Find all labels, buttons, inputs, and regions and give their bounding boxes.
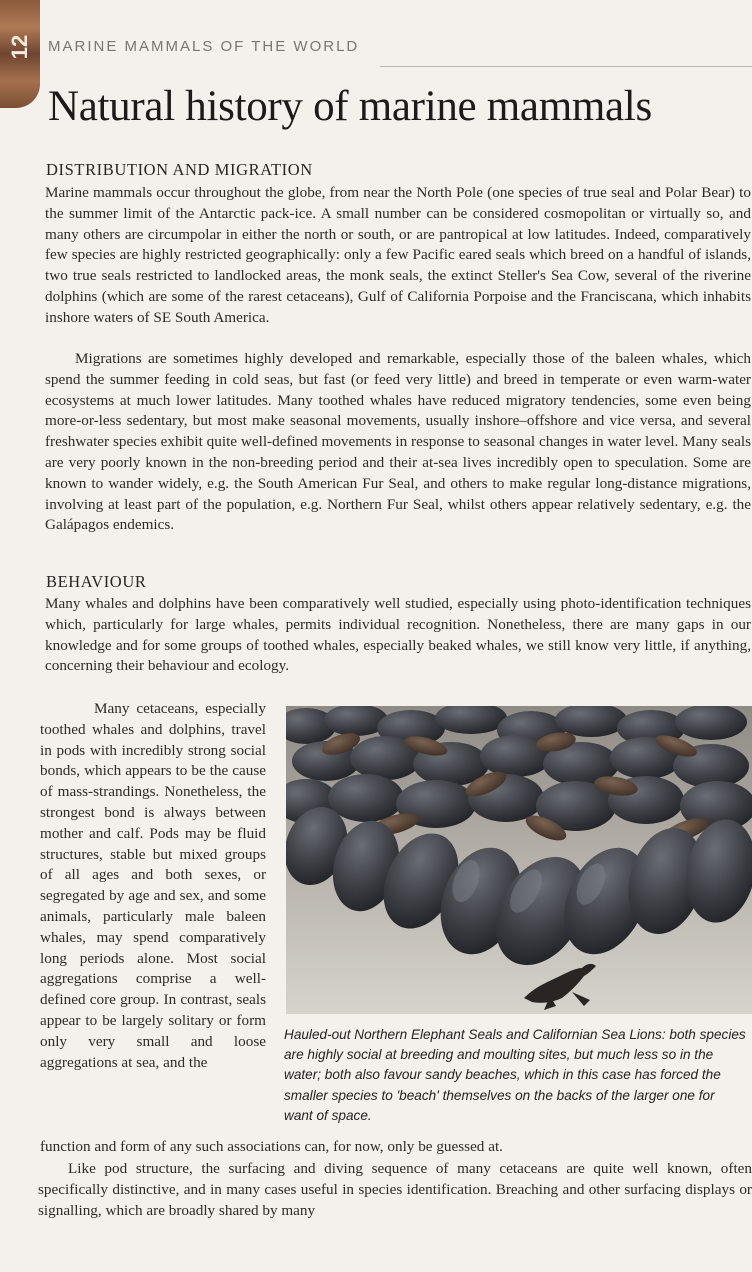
- section-heading-behaviour: BEHAVIOUR: [46, 572, 147, 591]
- paragraph-distribution-2: Migrations are sometimes highly developed and remarkable, especially those of the baleen whales, which spend the summer feeding in cold seas, but fast (or feed very little) and breed in temperate or even warm-water ecosystems at much lower latitudes. Many toothed whales have reduced migratory tendencies, some even being more-or-less sedentary, but most make seasonal movements, usually inshore–offshore and vice versa, and several freshwater species exhibit quite well-defined movements in response to seasonal changes in water level. Many seals are very poorly known in the non-breeding period and their at-sea lives incredibly open to speculation. Some are known to wander widely, e.g. the South American Fur Seal, and others to make regular long-distance migrations, involving at least part of the population, e.g. Northern Fur Seal, whilst others appear relatively sedentary, e.g. the Galápagos endemics.: [45, 350, 751, 534]
- running-header-title: MARINE MAMMALS OF THE WORLD: [48, 38, 360, 55]
- seal-colony-photo: [286, 706, 752, 1014]
- paragraph-distribution-1: Marine mammals occur throughout the globe, from near the North Pole (one species of true seal and Polar Bear) to the summer limit of the Antarctic pack-ice. A small number can be considered cosmopolitan or virtually so, and many others are circumpolar in either the north or south, or are pantropical at low latitudes. Indeed, comparatively few species are highly restricted geographically: only a few Pacific eared seals which breed on a handful of islands, two true seals restricted to landlocked areas, the monk seals, the extinct Steller's Sea Cow, several of the riverine dolphins (which are some of the rarest cetaceans), Gulf of California Porpoise and the Franciscana, which inhabits inshore waters of SE South America.: [45, 184, 751, 326]
- section-heading-distribution: DISTRIBUTION AND MIGRATION: [46, 160, 313, 179]
- seal-colony-illustration: [286, 706, 752, 1014]
- page-number: 12: [7, 34, 32, 60]
- figure-caption: Hauled-out Northern Elephant Seals and Californian Sea Lions: both species are highly social at breeding and moulting sites, but much less so in the water; both also favour sandy beaches, which in this case has forced the smaller species to 'beach' themselves on the backs of the larger one for want of space.: [284, 1027, 746, 1123]
- paragraph-behaviour-2-column: Many cetaceans, especially toothed whales and dolphins, travel in pods with incredibly strong social bonds, which appears to be the cause of mass-strandings. Nonetheless, the strongest bond is always between mother and calf. Pods may be fluid structures, stable but mixed groups of all ages and both sexes, or segregated by age and sex, and some animals, particularly male baleen whales, may spend comparatively long periods alone. Most social aggregations comprise a well-defined core group. In contrast, seals appear to be largely solitary or form only very small and loose aggregations at sea, and the: [40, 700, 266, 1071]
- paragraph-behaviour-2-end: function and form of any such associations can, for now, only be guessed at.: [40, 1138, 503, 1155]
- header-rule: [380, 66, 752, 67]
- paragraph-behaviour-1: Many whales and dolphins have been comparatively well studied, especially using photo-identification techniques which, particularly for large whales, permits individual recognition. Nonetheless, there are many gaps in our knowledge and for some groups of toothed whales, especially beaked whales, we still know very little, if anything, concerning their behaviour and ecology.: [45, 595, 751, 675]
- paragraph-behaviour-3: Like pod structure, the surfacing and diving sequence of many cetaceans are quite well known, often specifically distinctive, and in many cases useful in species identification. Breaching and other surfacing displays or signalling, which are broadly shared by many: [38, 1160, 752, 1219]
- page-title: Natural history of marine mammals: [48, 83, 652, 130]
